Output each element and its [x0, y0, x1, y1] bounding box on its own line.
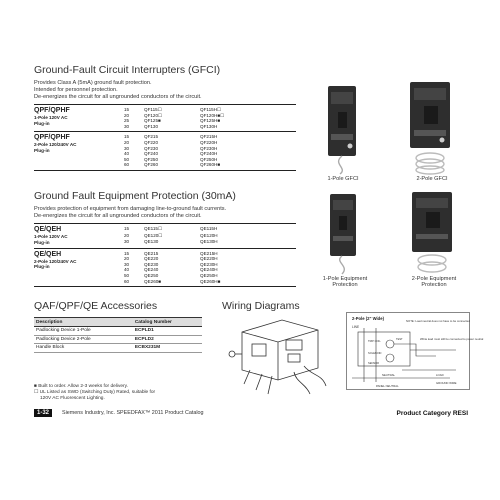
caption-gfci-1pole: 1-Pole GFCI	[327, 176, 359, 182]
caption-line: Protection	[421, 282, 447, 288]
catalog-number-h: QF115H☐	[200, 107, 222, 112]
amp-rating: 40	[124, 267, 130, 273]
footnote-fluorescent: 120V AC Fluorescent Lighting.	[40, 396, 105, 402]
catalog-series-mount: Plug-in	[34, 239, 50, 245]
footer-product-category: Product Category RESI	[396, 409, 468, 417]
catalog-number: QE115☐	[144, 226, 163, 231]
catalog-number: QE215	[144, 250, 159, 256]
gfci-desc-line: Provides Class A (5mA) ground fault protection.	[34, 80, 152, 86]
caption-equipment-1pole	[310, 276, 380, 288]
amp-rating: 50	[124, 272, 130, 278]
catalog-number-h: QE130H	[200, 239, 218, 245]
gfep-group-2pole	[34, 251, 260, 285]
label-trip-coil: TRIP COIL	[368, 340, 381, 343]
accessory-description: Padlocking Device 1-Pole	[34, 327, 133, 336]
catalog-number-h: QE115H	[200, 226, 218, 231]
catalog-number-h: QE250H	[200, 272, 218, 278]
gfci-group-1pole	[34, 107, 260, 129]
catalog-number: QF130	[144, 123, 159, 129]
gfep-description	[34, 206, 296, 220]
catalog-number: QE130	[144, 239, 159, 245]
catalog-number: QE250	[144, 272, 159, 278]
catalog-number-h: QF220H	[200, 139, 218, 145]
catalog-series-desc: 2-Pole 120/240V AC	[34, 142, 77, 148]
amp-rating: 20	[124, 256, 130, 262]
catalog-series-desc: 1-Pole 120V AC	[34, 234, 68, 239]
breaker-line-drawing	[222, 314, 332, 398]
catalog-number: QE260■	[144, 278, 162, 284]
table-row	[34, 344, 202, 353]
accessory-catalog-number: ECPLD1	[133, 327, 202, 336]
equipment-2pole-photo	[398, 190, 468, 276]
amp-rating: 15	[124, 226, 130, 231]
catalog-series-mount: Plug-in	[34, 264, 50, 270]
catalog-number-h: QF260H■	[200, 162, 221, 168]
catalog-series-name: QE/QEH	[34, 250, 62, 258]
equipment-1pole-photo	[318, 192, 370, 276]
catalog-number: QF215	[144, 134, 159, 140]
catalog-number: QF120☐	[144, 112, 163, 118]
catalog-number-h: QF130H	[200, 123, 218, 129]
accessories-table	[34, 317, 202, 353]
catalog-number-h: QF120H■☐	[200, 112, 225, 118]
catalog-number-h: QF215H	[200, 134, 218, 140]
label-note: NOTE: Load neutral does not have to be connected	[406, 319, 470, 323]
label-solenoid: SOLENOID	[368, 352, 382, 355]
gfep-title: Ground Fault Equipment Protection (30mA)	[34, 190, 236, 202]
amp-rating: 30	[124, 123, 130, 129]
catalog-number: QF230	[144, 145, 159, 151]
catalog-number-h: QF240H	[200, 151, 218, 157]
column-header-description: Description	[34, 318, 133, 327]
catalog-number: QE240	[144, 267, 159, 273]
amp-rating: 30	[124, 261, 130, 267]
catalog-number-h: QF125H■	[200, 118, 221, 124]
label-test: TEST	[396, 338, 403, 341]
gfci-desc-line: De-energizes the circuit for all ungrounded conductors of the circuit.	[34, 94, 202, 101]
catalog-number-h: QE230H	[200, 261, 218, 267]
label-neutral: NEUTRAL	[382, 373, 396, 377]
catalog-series-mount: Plug-in	[34, 120, 50, 126]
label-white-lead: White lead must still be connected to power neutral	[420, 337, 484, 341]
gfep-group-1pole	[34, 226, 260, 246]
table-row	[34, 327, 202, 336]
gfci-group-2pole	[34, 134, 260, 168]
catalog-number: QF115☐	[144, 107, 162, 112]
catalog-number: QF250	[144, 156, 159, 162]
label-panel-neutral: PANEL NEUTRAL	[376, 384, 399, 388]
catalog-number-h: QE120H	[200, 232, 218, 238]
footnote-built-to-order: ■ Built to order. Allow 2-3 weeks for delivery.	[34, 384, 128, 389]
catalog-number: QF260	[144, 162, 159, 168]
accessory-description: Padlocking Device 2-Pole	[34, 335, 133, 344]
caption-equipment-2pole	[394, 276, 474, 288]
gfci-1pole-photo	[318, 84, 368, 176]
catalog-series-desc: 1-Pole 120V AC	[34, 115, 68, 120]
amp-rating: 30	[124, 145, 130, 151]
accessories-title: QAF/QPF/QE Accessories	[34, 300, 158, 312]
caption-line: 1-Pole Equipment	[322, 276, 368, 282]
amp-rating: 50	[124, 156, 130, 162]
catalog-number: QF220	[144, 139, 159, 145]
catalog-number: QE120☐	[144, 232, 163, 238]
gfci-2pole-photo	[396, 80, 468, 176]
catalog-series-desc: 2-Pole 120/240V AC	[34, 258, 77, 264]
caption-line: 2-Pole Equipment	[411, 276, 457, 282]
amp-rating: 40	[124, 151, 130, 157]
diagram-title: 2-Pole (2" Wide)	[352, 316, 384, 321]
caption-gfci-2pole: 2-Pole GFCI	[416, 176, 448, 182]
catalog-series-name: QPF/QPHF	[34, 107, 70, 114]
column-header-catalog: Catalog Number	[133, 318, 202, 327]
catalog-number-h: QE240H	[200, 267, 218, 273]
catalog-number-h: QF230H	[200, 145, 218, 151]
label-ground-wire: GROUND WIRE	[436, 381, 457, 385]
catalog-number-h: QF250H	[200, 156, 218, 162]
catalog-series-name: QPF/QPHF	[34, 134, 70, 142]
catalog-number: QE230	[144, 261, 159, 267]
footnotes	[34, 384, 234, 403]
label-sensor: SENSOR	[368, 362, 379, 365]
label-line: LINE	[352, 325, 360, 329]
amp-rating: 20	[124, 112, 130, 118]
accessories-header-row	[34, 318, 202, 327]
caption-line: Protection	[332, 282, 358, 288]
wiring-title: Wiring Diagrams	[222, 300, 300, 312]
label-load: LOAD	[436, 373, 444, 377]
amp-rating: 15	[124, 250, 130, 256]
page-footer	[34, 409, 468, 417]
gfci-desc-line: Intended for personnel protection.	[34, 87, 118, 94]
gfci-description	[34, 80, 294, 102]
amp-rating: 20	[124, 232, 130, 238]
accessory-catalog-number: ECPLD2	[133, 335, 202, 344]
catalog-number: QE220	[144, 256, 159, 262]
amp-rating: 60	[124, 162, 130, 168]
catalog-number: QF240	[144, 151, 159, 157]
table-row	[34, 335, 202, 344]
gfci-title: Ground-Fault Circuit Interrupters (GFCI)	[34, 64, 221, 76]
accessory-description: Handle Block	[34, 344, 133, 353]
gfci-spec-table	[34, 104, 296, 171]
page-number: 1-32	[34, 409, 52, 417]
footnote-swd-rated: ☐ UL Listed as SWD (Switching Duty) Rated, suitable for	[34, 390, 156, 396]
catalog-number: QF125■	[144, 118, 161, 124]
amp-rating: 20	[124, 139, 130, 145]
amp-rating: 60	[124, 278, 130, 284]
catalog-series-mount: Plug-in	[34, 148, 50, 154]
catalog-number-h: QE220H	[200, 256, 218, 262]
amp-rating: 30	[124, 239, 130, 245]
catalog-number-h: QE215H	[200, 250, 218, 256]
amp-rating: 25	[124, 118, 130, 124]
gfep-spec-table	[34, 223, 296, 287]
accessory-catalog-number: ECBX231M	[133, 344, 202, 353]
amp-rating: 15	[124, 134, 130, 140]
catalog-number-h: QE260H■	[200, 278, 221, 284]
gfep-desc-line: Provides protection of equipment from damaging line-to-ground fault currents.	[34, 206, 227, 212]
amp-rating: 15	[124, 107, 130, 112]
footer-catalog-name: Siemens Industry, Inc. SPEEDFAX™ 2011 Product Catalog	[62, 410, 204, 416]
wiring-schematic	[346, 312, 484, 390]
gfep-desc-line: De-energizes the circuit for all ungrounded conductors of the circuit.	[34, 213, 202, 220]
catalog-series-name: QE/QEH	[34, 226, 62, 233]
